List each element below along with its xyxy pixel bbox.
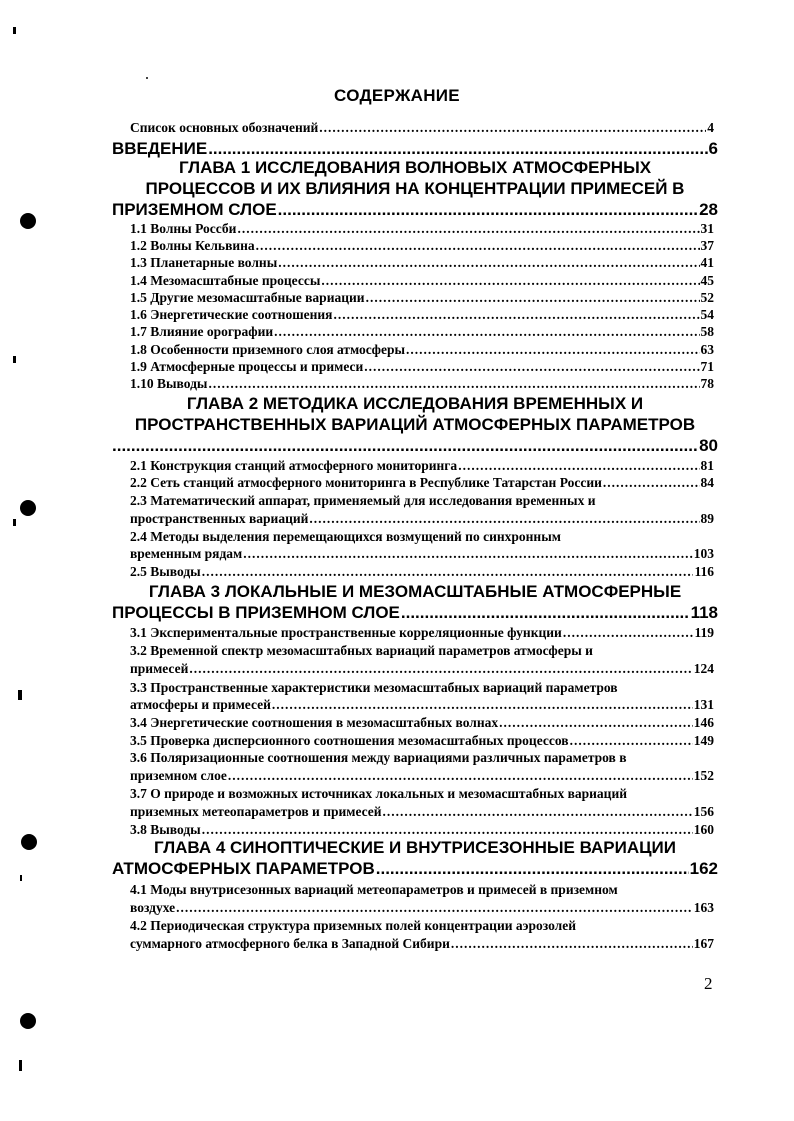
toc-entry-1-5[interactable]: 1.5 Другие мезомасштабные вариации ..... 52 xyxy=(130,290,714,306)
toc-entry-3-5[interactable]: 3.5 Проверка дисперсионного соотношения мезомасштабных процессов ..... 149 xyxy=(130,733,714,749)
toc-chapter-2[interactable]: ..... 80 xyxy=(112,436,718,456)
margin-mark xyxy=(18,690,22,700)
toc-entry-2-4[interactable]: временным рядам ..... 103 xyxy=(130,546,714,562)
toc-entry-1-8[interactable]: 1.8 Особенности приземного слоя атмосферы ..... 63 xyxy=(130,342,714,358)
toc-entry-1-7[interactable]: 1.7 Влияние орографии ..... 58 xyxy=(130,324,714,340)
toc-entry-3-7-line-1: 3.7 О природе и возможных источниках локальных и мезомасштабных вариаций xyxy=(130,786,627,801)
toc-entry-2-3[interactable]: пространственных вариаций ..... 89 xyxy=(130,511,714,527)
toc-entry-2-5[interactable]: 2.5 Выводы ..... 116 xyxy=(130,564,714,580)
toc-entry-1-6[interactable]: 1.6 Энергетические соотношения ..... 54 xyxy=(130,307,714,323)
toc-entry-3-8[interactable]: 3.8 Выводы ..... 160 xyxy=(130,822,714,838)
toc-entry-3-1[interactable]: 3.1 Экспериментальные пространственные корреляционные функции ..... 119 xyxy=(130,625,714,641)
toc-entry-3-3[interactable]: атмосферы и примесей ..... 131 xyxy=(130,697,714,713)
punch-hole xyxy=(21,834,37,850)
toc-chapter-2-line-2: ПРОСТРАНСТВЕННЫХ ВАРИАЦИЙ АТМОСФЕРНЫХ ПАРАМЕТРОВ xyxy=(134,415,696,434)
toc-entry-1-10[interactable]: 1.10 Выводы ..... 78 xyxy=(130,376,714,392)
toc-chapter-1-line-2: ПРОЦЕССОВ И ИХ ВЛИЯНИЯ НА КОНЦЕНТРАЦИИ ПРИМЕСЕЙ В xyxy=(145,179,685,198)
toc-entry-introduction[interactable]: ВВЕДЕНИЕ ..... 6 xyxy=(112,139,718,159)
toc-entry-3-3-line-1: 3.3 Пространственные характеристики мезомасштабных вариаций параметров xyxy=(130,680,618,695)
punch-hole xyxy=(20,1013,36,1029)
toc-chapter-1[interactable]: ПРИЗЕМНОМ СЛОЕ ..... 28 xyxy=(112,200,718,220)
toc-entry-4-2[interactable]: суммарного атмосферного белка в Западной Сибири ..... 167 xyxy=(130,936,714,952)
toc-entry-1-2[interactable]: 1.2 Волны Кельвина ..... 37 xyxy=(130,238,714,254)
toc-entry-3-4[interactable]: 3.4 Энергетические соотношения в мезомасштабных волнах ..... 146 xyxy=(130,715,714,731)
margin-mark xyxy=(13,27,16,34)
toc-chapter-1-line-1: ГЛАВА 1 ИССЛЕДОВАНИЯ ВОЛНОВЫХ АТМОСФЕРНЫХ xyxy=(178,158,652,177)
toc-entry-4-2-line-1: 4.2 Периодическая структура приземных полей концентрации аэрозолей xyxy=(130,918,576,933)
punch-hole xyxy=(20,500,36,516)
page-number: 2 xyxy=(704,974,713,993)
toc-entry-1-9[interactable]: 1.9 Атмосферные процессы и примеси ..... 71 xyxy=(130,359,714,375)
margin-mark xyxy=(20,875,22,881)
toc-entry-2-3-line-1: 2.3 Математический аппарат, применяемый для исследования временных и xyxy=(130,493,596,508)
toc-chapter-4-line-1: ГЛАВА 4 СИНОПТИЧЕСКИЕ И ВНУТРИСЕЗОННЫЕ ВАРИАЦИИ xyxy=(154,838,676,857)
page-title: СОДЕРЖАНИЕ xyxy=(334,86,460,105)
toc-entry-abbreviations[interactable]: Список основных обозначений ..... 4 xyxy=(130,120,714,136)
toc-entry-3-2-line-1: 3.2 Временной спектр мезомасштабных вариаций параметров атмосферы и xyxy=(130,643,593,658)
toc-chapter-4[interactable]: АТМОСФЕРНЫХ ПАРАМЕТРОВ ..... 162 xyxy=(112,859,718,879)
toc-entry-4-1-line-1: 4.1 Моды внутрисезонных вариаций метеопараметров и примесей в приземном xyxy=(130,882,618,897)
scan-speck xyxy=(146,77,148,79)
margin-mark xyxy=(19,1060,22,1071)
toc-entry-4-1[interactable]: воздухе ..... 163 xyxy=(130,900,714,916)
toc-entry-3-2[interactable]: примесей ..... 124 xyxy=(130,661,714,677)
toc-entry-3-7[interactable]: приземных метеопараметров и примесей ..... 156 xyxy=(130,804,714,820)
toc-entry-2-4-line-1: 2.4 Методы выделения перемещающихся возмущений по синхронным xyxy=(130,529,561,544)
margin-mark xyxy=(13,519,16,526)
toc-entry-2-1[interactable]: 2.1 Конструкция станций атмосферного мониторинга ..... 81 xyxy=(130,458,714,474)
toc-entry-1-4[interactable]: 1.4 Мезомасштабные процессы ..... 45 xyxy=(130,273,714,289)
margin-mark xyxy=(13,356,16,363)
toc-entry-1-1[interactable]: 1.1 Волны Россби ..... 31 xyxy=(130,221,714,237)
toc-entry-1-3[interactable]: 1.3 Планетарные волны ..... 41 xyxy=(130,255,714,271)
toc-entry-3-6[interactable]: приземном слое ..... 152 xyxy=(130,768,714,784)
toc-entry-3-6-line-1: 3.6 Поляризационные соотношения между вариациями различных параметров в xyxy=(130,750,627,765)
toc-entry-2-2[interactable]: 2.2 Сеть станций атмосферного мониторинга в Республике Татарстан России ..... 84 xyxy=(130,475,714,491)
toc-chapter-2-line-1: ГЛАВА 2 МЕТОДИКА ИССЛЕДОВАНИЯ ВРЕМЕННЫХ И xyxy=(186,394,644,413)
toc-chapter-3[interactable]: ПРОЦЕССЫ В ПРИЗЕМНОМ СЛОЕ ..... 118 xyxy=(112,603,718,623)
punch-hole xyxy=(20,213,36,229)
toc-chapter-3-line-1: ГЛАВА 3 ЛОКАЛЬНЫЕ И МЕЗОМАСШТАБНЫЕ АТМОСФЕРНЫЕ xyxy=(148,582,682,601)
